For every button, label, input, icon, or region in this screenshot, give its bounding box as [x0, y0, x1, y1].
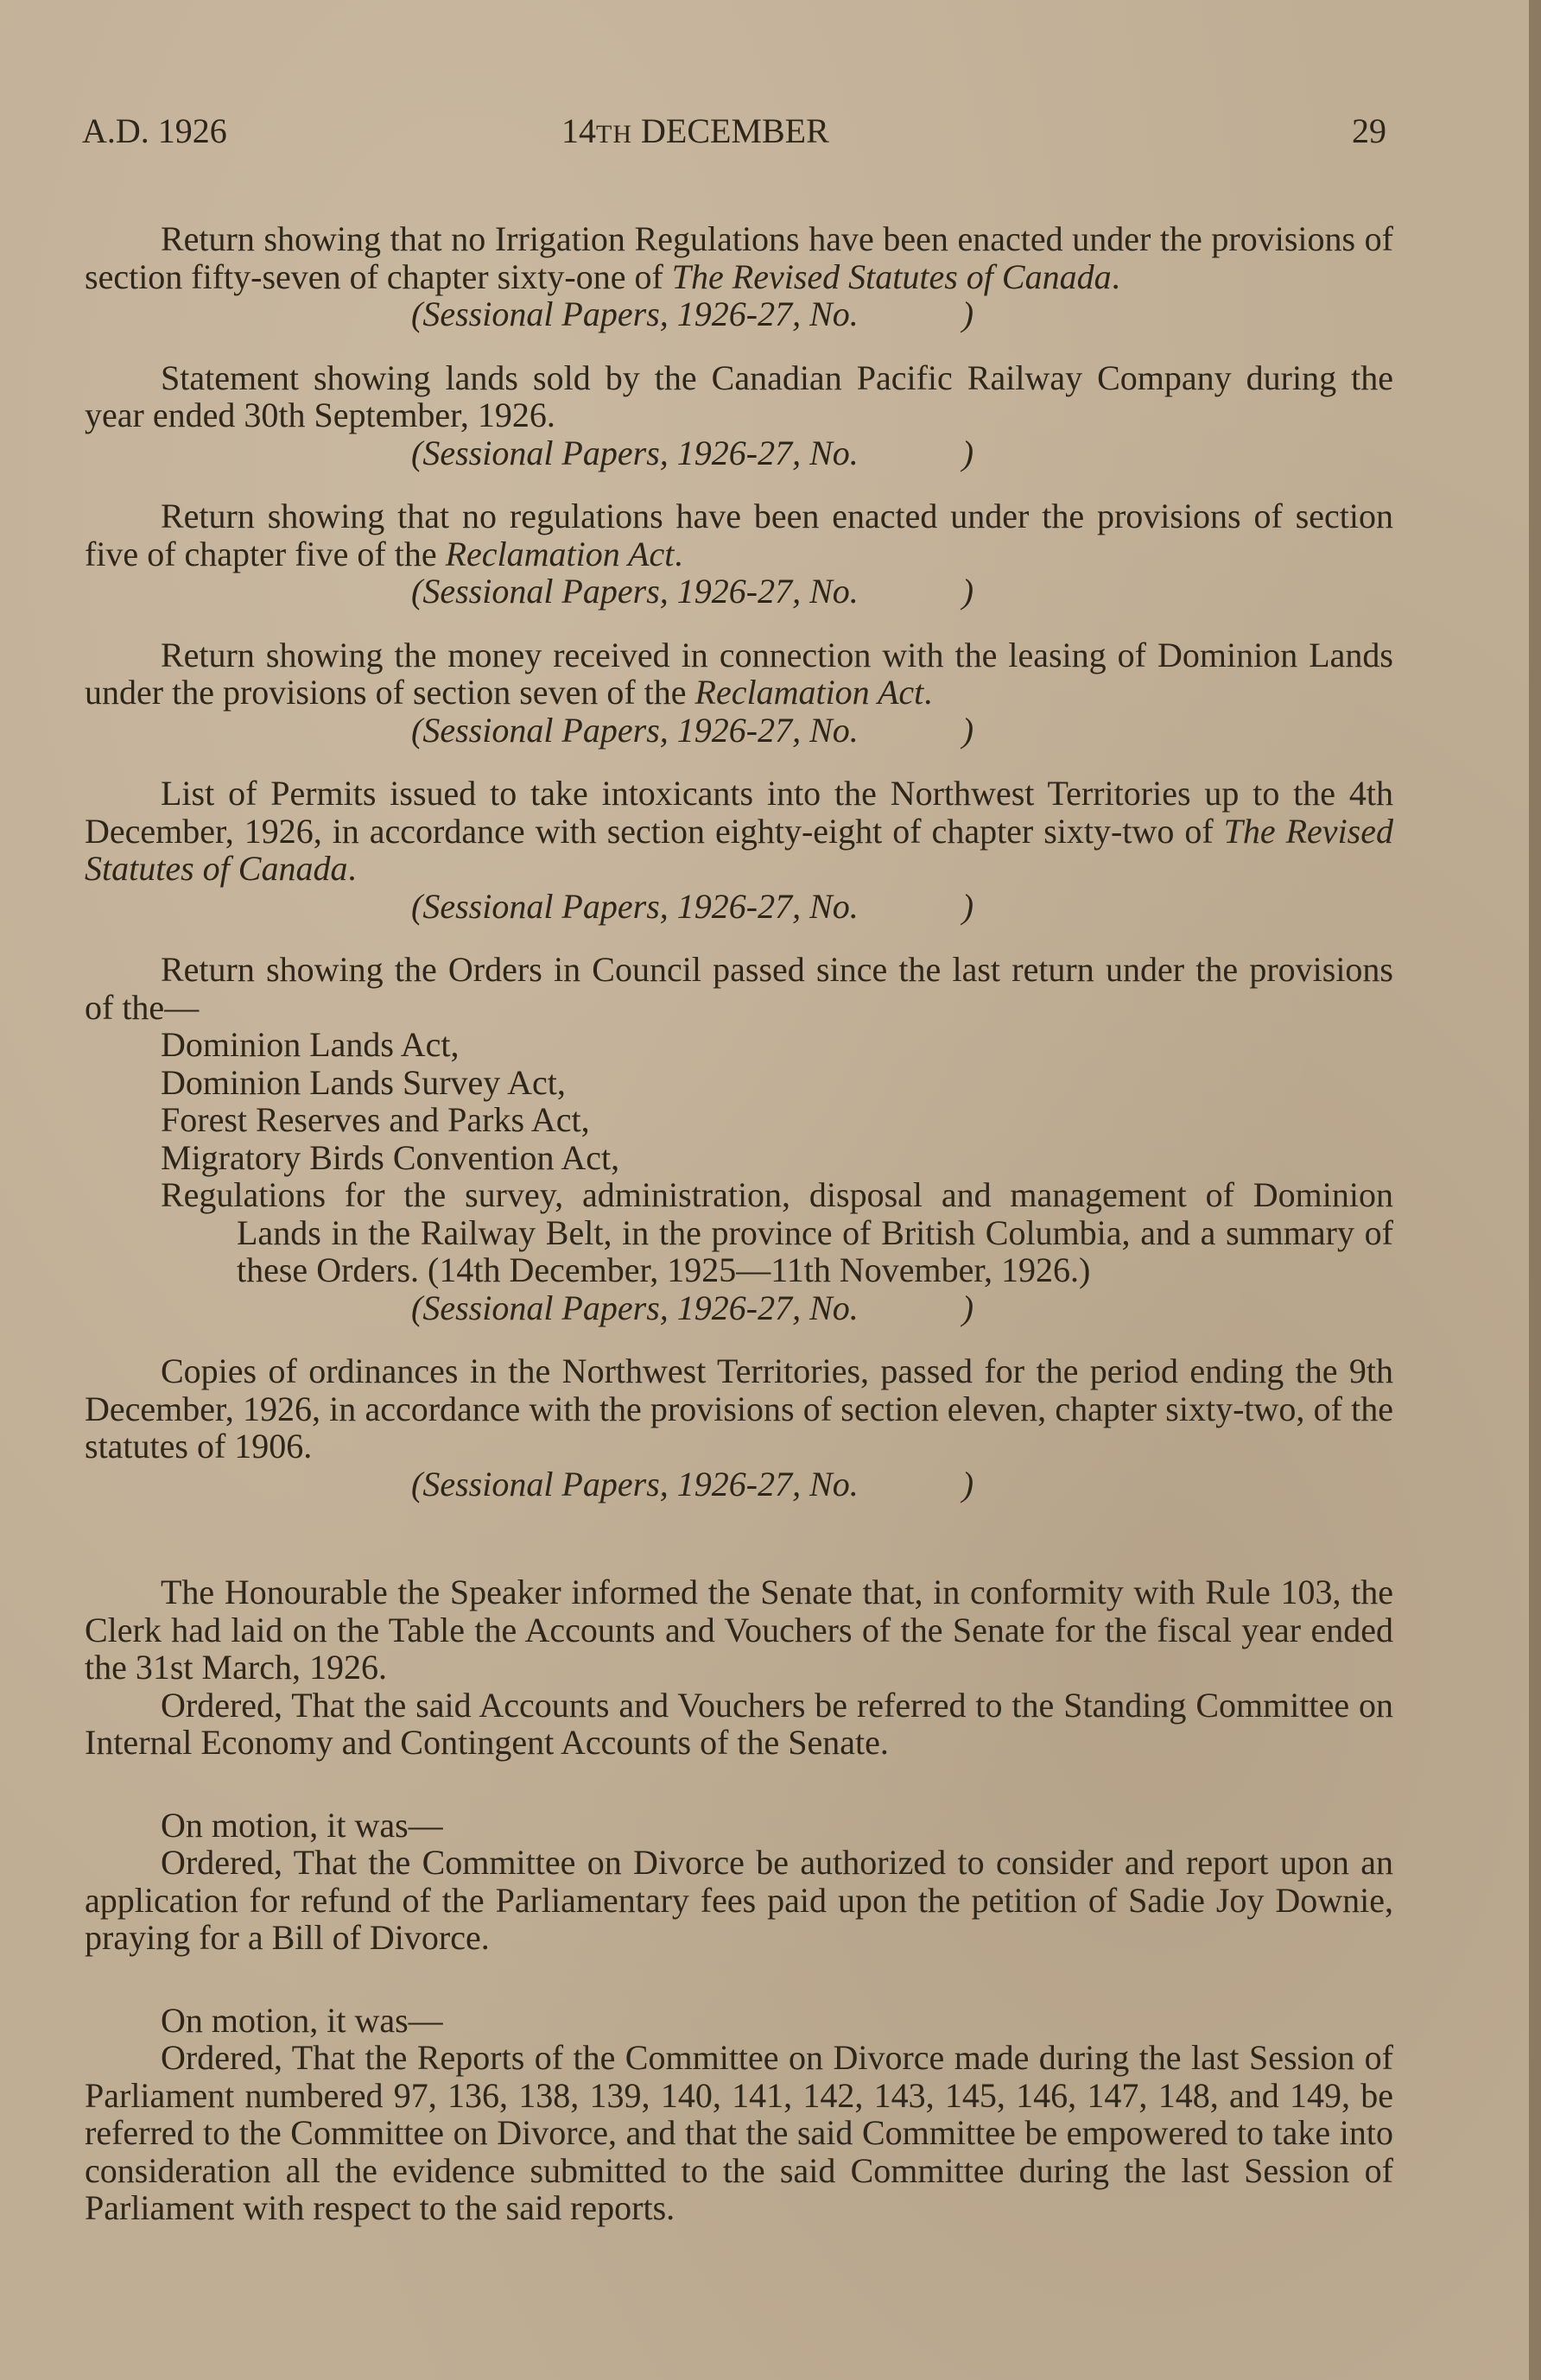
sessional-paper-ref: [85, 295, 1393, 333]
motion-intro: On motion, it was—: [161, 1805, 443, 1845]
act-item: Dominion Lands Survey Act,: [161, 1062, 566, 1102]
ref-close: ): [961, 1464, 974, 1503]
paper-entry: [85, 775, 1393, 888]
entry-text: Return showing the money received in connection with the leasing of Dominion Lands under the provisions of section seven of the: [85, 635, 1393, 712]
sessional-paper-ref: [85, 1465, 1393, 1503]
entry-text: Statement showing lands sold by the Canadian Pacific Railway Company during the year ended 30th September, 1926.: [85, 358, 1393, 434]
ref-close: ): [961, 1288, 974, 1327]
act-item: Migratory Birds Convention Act,: [161, 1137, 620, 1177]
sessional-paper-ref: [85, 573, 1393, 611]
acts-list: [85, 1026, 1393, 1289]
motion-order: Ordered, That the Reports of the Committee on Divorce made during the last Session of Parliament numbered 97, 136, 138, 139, 140, 141, 142, 143, 145, 146, 147, 148, and 149, be referred to the Committee on Divorce, and that the said Committee be empowered to take into consideration all the evidence submitted to the said Committee during the last Session of Parliament with respect to the said reports.: [85, 2038, 1393, 2227]
ref-close: ): [961, 886, 974, 926]
entry-end: .: [1111, 256, 1120, 296]
entry-end: .: [923, 673, 933, 712]
speaker-statement: The Honourable the Speaker informed the Senate that, in conformity with Rule 103, the Clerk had laid on the Table the Accounts and Vouchers of the Senate for the fiscal year ended the 31st March, 1926.: [85, 1573, 1393, 1687]
ref-close: ): [961, 294, 974, 333]
ref-open: (Sessional Papers, 1926-27, No.: [411, 294, 859, 333]
ref-close: ): [961, 572, 974, 611]
motion-intro: On motion, it was—: [161, 2000, 443, 2040]
ref-open: (Sessional Papers, 1926-27, No.: [411, 1288, 859, 1327]
paper-entry: [85, 220, 1393, 295]
sessional-paper-ref: [85, 1289, 1393, 1327]
page-header: [82, 111, 1386, 162]
document-body: [85, 220, 1393, 2227]
entry-title: Reclamation Act: [445, 534, 675, 573]
act-item: Dominion Lands Act,: [161, 1025, 460, 1064]
header-month: DECEMBER: [641, 111, 829, 150]
sessional-paper-ref: [85, 888, 1393, 926]
header-date: [561, 111, 829, 151]
sessional-paper-ref: [85, 712, 1393, 750]
entry-title: The Revised Statutes of Canada: [671, 256, 1112, 296]
entry-text: Return showing that no regulations have been enacted under the provisions of section five of chapter five of the: [85, 497, 1393, 573]
ref-open: (Sessional Papers, 1926-27, No.: [411, 1464, 859, 1503]
entry-end: .: [347, 849, 357, 888]
header-day: 14: [561, 111, 596, 150]
entry-title: Reclamation Act: [694, 673, 924, 712]
motion-order: Ordered, That the Committee on Divorce be authorized to consider and report upon an application for refund of the Parliamentary fees paid upon the petition of Sadie Joy Downie, praying for a Bill of Divorce.: [85, 1843, 1393, 1957]
ref-close: ): [961, 710, 974, 750]
speaker-order: Ordered, That the said Accounts and Vouchers be referred to the Standing Committee on Internal Economy and Contingent Accounts of the Senate.: [85, 1685, 1393, 1762]
sessional-paper-ref: [85, 434, 1393, 472]
act-item: Regulations for the survey, administration, disposal and management of Dominion Lands in the Railway Belt, in the province of British Columbia, and a summary of these Orders. (14th December, 1925—11th November, 1926.): [161, 1175, 1393, 1289]
ref-open: (Sessional Papers, 1926-27, No.: [411, 710, 859, 750]
orders-return-intro: Return showing the Orders in Council passed since the last return under the provisions of the—: [85, 950, 1393, 1027]
ref-close: ): [961, 433, 974, 472]
page-number: 29: [1352, 111, 1386, 150]
entry-text: Return showing that no Irrigation Regulations have been enacted under the provisions of section fifty-seven of chapter sixty-one of: [85, 219, 1393, 296]
ref-open: (Sessional Papers, 1926-27, No.: [411, 572, 859, 611]
entry-title: The Revised Statutes of Canada: [85, 811, 1393, 888]
ref-open: (Sessional Papers, 1926-27, No.: [411, 433, 859, 472]
header-day-suffix: TH: [596, 120, 632, 149]
paper-entry: [85, 359, 1393, 434]
ref-open: (Sessional Papers, 1926-27, No.: [411, 886, 859, 926]
entry-text: List of Permits issued to take intoxicants into the Northwest Territories up to the 4th December, 1926, in accordance with section eighty-eight of chapter sixty-two of: [85, 774, 1393, 851]
paper-entry: [85, 497, 1393, 573]
page-edge: [1529, 0, 1541, 2380]
header-year: A.D. 1926: [82, 111, 227, 150]
paper-entry: [85, 636, 1393, 712]
act-item: Forest Reserves and Parks Act,: [161, 1100, 590, 1139]
entry-end: .: [674, 534, 683, 573]
ordinances-entry: Copies of ordinances in the Northwest Territories, passed for the period ending the 9th December, 1926, in accordance with the provisions of section eleven, chapter sixty-two, of the statutes of 1906.: [85, 1351, 1393, 1465]
